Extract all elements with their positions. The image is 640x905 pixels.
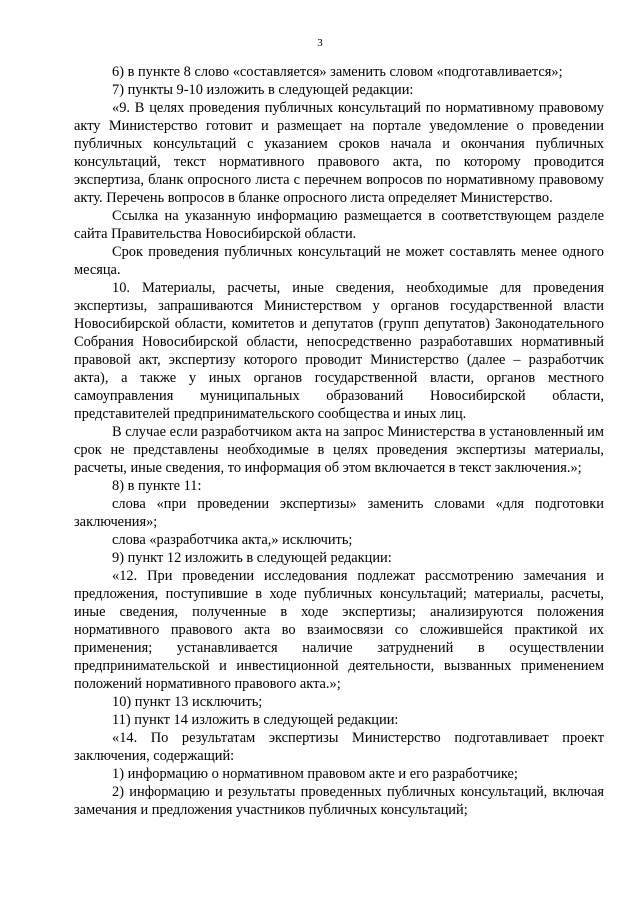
paragraph: 11) пункт 14 изложить в следующей редакции:: [112, 712, 399, 728]
paragraph: Ссылка на указанную информацию размещается в соответствующем разделе сайта Правительства Новосибирской области.: [74, 208, 604, 242]
paragraph: 2) информацию и результаты проведенных публичных консультаций, включая замечания и предложения участников публичных консультаций;: [74, 784, 604, 818]
paragraph: 10) пункт 13 исключить;: [112, 694, 263, 710]
paragraph: «9. В целях проведения публичных консультаций по нормативному правовому акту Министерство готовит и размещает на портале уведомление о проведении публичных консультаций с указанием сроков начала и окончания публичных консультаций, текст нормативного правового акта, по которому проводится экспертиза, бланк опросного листа с перечнем вопросов по нормативному правовому акту. Перечень вопросов в бланке опросного листа определяет Министерство.: [74, 100, 604, 206]
paragraph: 1) информацию о нормативном правовом акте и его разработчике;: [112, 766, 518, 782]
paragraph: 7) пункты 9-10 изложить в следующей редакции:: [112, 82, 414, 98]
paragraph: 10. Материалы, расчеты, иные сведения, необходимые для проведения экспертизы, запрашиваются Министерством у органов государственной власти Новосибирской области, комитетов и депутатов (групп депутатов) Законодательного Собрания Новосибирской области, непосредственно разработавших нормативный правовой акт, экспертизу которого проводит Министерство (далее – разработчик акта), а также у иных органов государственной власти, органов местного самоуправления муниципальных образований Новосибирской области, представителей предпринимательского сообщества и иных лиц.: [74, 280, 604, 422]
paragraph: 9) пункт 12 изложить в следующей редакции:: [112, 550, 392, 566]
document-body: [74, 63, 604, 819]
paragraph: В случае если разработчиком акта на запрос Министерства в установленный им срок не представлены необходимые в целях проведения экспертизы материалы, расчеты, иные сведения, то информация об этом включается в текст заключения.»;: [74, 424, 604, 476]
paragraph: 6) в пункте 8 слово «составляется» заменить словом «подготавливается»;: [112, 64, 563, 80]
paragraph: слова «при проведении экспертизы» заменить словами «для подготовки заключения»;: [74, 496, 604, 530]
page-number: 3: [317, 37, 323, 49]
paragraph: «14. По результатам экспертизы Министерство подготавливает проект заключения, содержащий:: [74, 730, 604, 764]
paragraph: слова «разработчика акта,» исключить;: [112, 532, 353, 548]
paragraph: «12. При проведении исследования подлежат рассмотрению замечания и предложения, поступившие в ходе публичных консультаций; материалы, расчеты, иные сведения, полученные в ходе экспертизы; анализируются положения нормативного правового акта во взаимосвязи со сложившейся практикой их применения; устанавливается наличие затруднений в осуществлении предпринимательской и инвестиционной деятельности, вызванных применением положений нормативного правового акта.»;: [74, 568, 604, 692]
paragraph: Срок проведения публичных консультаций не может составлять менее одного месяца.: [74, 244, 604, 278]
paragraph: 8) в пункте 11:: [112, 478, 202, 494]
